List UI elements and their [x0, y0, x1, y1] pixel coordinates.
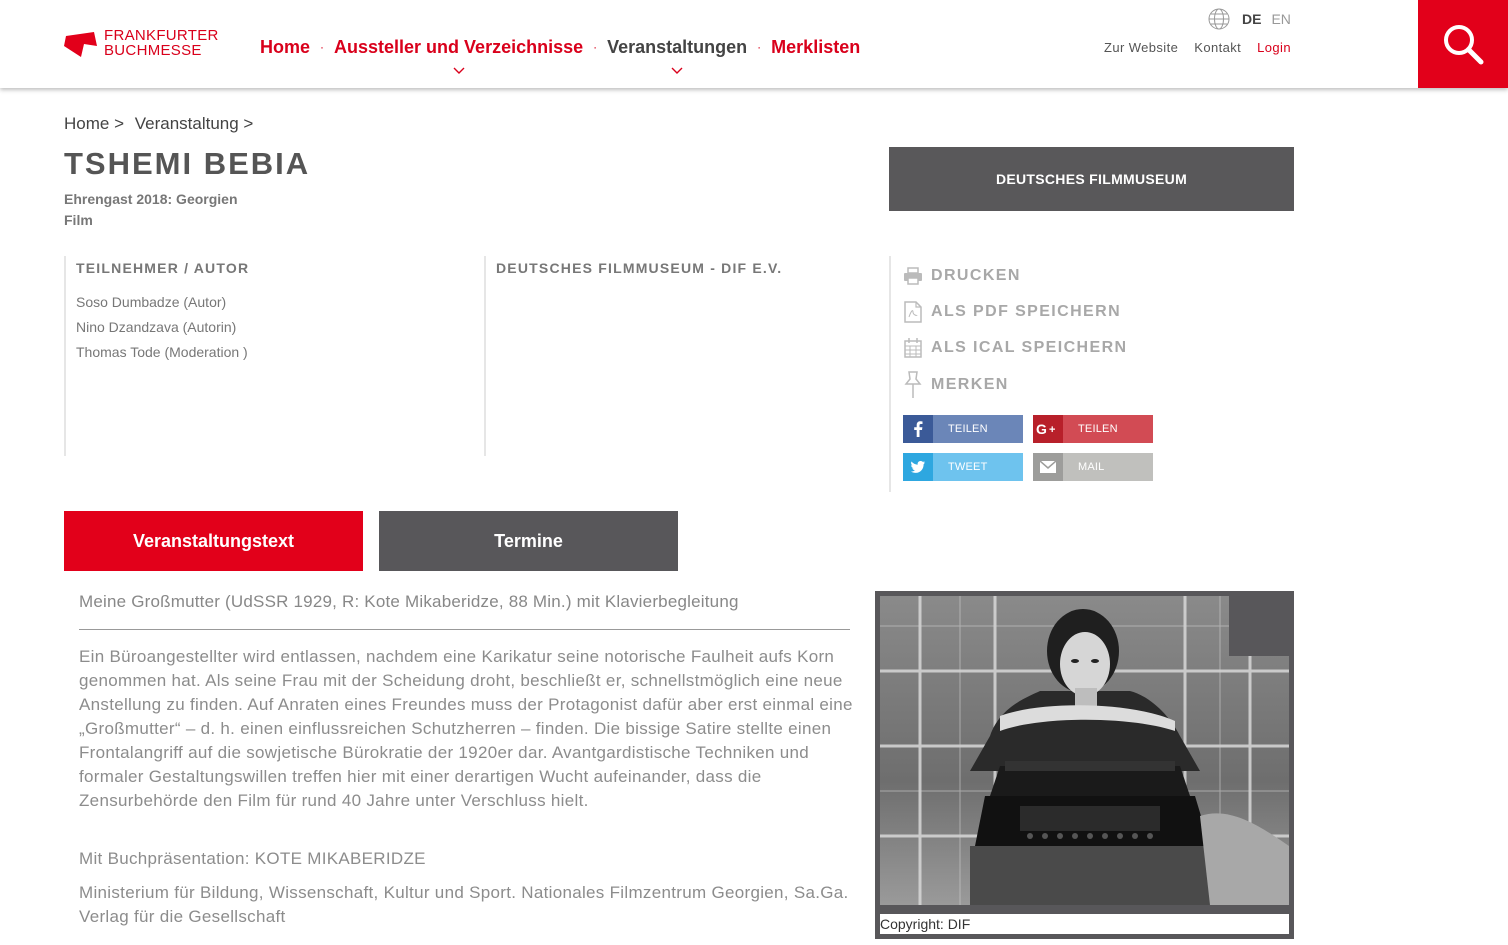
nav-separator: ·	[757, 40, 762, 54]
nav-watchlists[interactable]: Merklisten	[771, 36, 861, 57]
organizer-heading[interactable]: DEUTSCHES FILMMUSEUM - DIF E.V.	[496, 260, 783, 276]
link-login[interactable]: Login	[1257, 40, 1291, 55]
pdf-file-icon	[903, 301, 923, 323]
search-button[interactable]	[1418, 0, 1508, 88]
svg-text:+: +	[1049, 424, 1056, 436]
nav-home[interactable]: Home	[260, 36, 311, 57]
nav-separator: ·	[320, 40, 325, 54]
breadcrumb-home[interactable]: Home >	[64, 114, 124, 133]
event-image-frame	[875, 591, 1294, 939]
event-category: Ehrengast 2018: Georgien	[64, 191, 238, 207]
main-nav	[260, 35, 860, 59]
google-plus-icon	[1033, 415, 1063, 443]
chevron-down-icon[interactable]	[671, 67, 683, 75]
search-icon	[1442, 23, 1484, 65]
share-twitter-label: TWEET	[948, 461, 988, 473]
nav-separator: ·	[593, 40, 598, 54]
language-switcher	[1208, 8, 1291, 30]
svg-text:G: G	[1036, 422, 1048, 436]
nav-exhibitors[interactable]	[334, 37, 583, 58]
share-facebook-button[interactable]	[903, 415, 1023, 443]
link-website[interactable]: Zur Website	[1104, 40, 1179, 55]
nav-exhibitors-label: Aussteller und Verzeichnisse	[334, 36, 584, 57]
link-contact[interactable]: Kontakt	[1194, 40, 1242, 55]
chevron-down-icon[interactable]	[453, 67, 465, 75]
tab-event-text[interactable]: Veranstaltungstext	[64, 511, 363, 571]
pin-icon	[903, 371, 923, 399]
ical-label: ALS ICAL SPEICHERN	[931, 339, 1128, 356]
twitter-icon	[903, 453, 933, 481]
print-label: DRUCKEN	[931, 267, 1021, 284]
event-lead: Meine Großmutter (UdSSR 1929, R: Kote Mikaberidze, 88 Min.) mit Klavierbegleitung	[79, 591, 850, 630]
pdf-action[interactable]	[903, 301, 1121, 323]
bookmark-action[interactable]	[903, 371, 1009, 399]
participant-item: Thomas Tode (Moderation )	[76, 344, 248, 360]
logo-text-line1: FRANKFURTER	[104, 27, 219, 44]
nav-events[interactable]	[607, 37, 747, 58]
printer-icon	[903, 265, 923, 287]
event-sponsors: Ministerium für Bildung, Wissenschaft, Kultur und Sport. Nationales Filmzentrum Georgien, Sa.Ga. Verlag für die Gesellschaft	[79, 883, 849, 926]
ical-action[interactable]	[903, 337, 1127, 359]
organizer-panel	[484, 256, 889, 456]
actions-panel	[889, 256, 1294, 492]
venue-button[interactable]: DEUTSCHES FILMMUSEUM	[889, 147, 1294, 211]
event-photo[interactable]	[880, 596, 1289, 905]
page-title: TSHEMI BEBIA	[64, 146, 311, 181]
logo[interactable]	[64, 27, 219, 60]
calendar-icon	[903, 337, 923, 359]
share-twitter-button[interactable]	[903, 453, 1023, 481]
participants-heading: TEILNEHMER / AUTOR	[76, 260, 250, 276]
event-type: Film	[64, 212, 93, 228]
logo-text-line2: BUCHMESSE	[104, 42, 202, 59]
share-googleplus-label: TEILEN	[1078, 423, 1118, 435]
participant-item: Nino Dzandzava (Autorin)	[76, 319, 237, 335]
bookmark-label: MERKEN	[931, 376, 1009, 393]
event-subtitle	[64, 189, 238, 231]
share-googleplus-button[interactable]	[1033, 415, 1153, 443]
share-facebook-label: TEILEN	[948, 423, 988, 435]
event-description: Ein Büroangestellter wird entlassen, nachdem eine Karikatur seine notorische Faulheit aufs Korn genommen hat. Als seine Frau mit der Scheidung droht, beschließt er, schnellstmöglich eine neue Anstellung zu finden. Auf Anraten eines Freundes muss der Protagonist dafür aber erst einmal eine „Großmutter“ – d. h. einen einflussreichen Schutzherren – finden. Die bissige Satire stellte einen Frontalangriff auf die sowjetische Bürokratie der 1920er dar. Avantgardistische Techniken und formaler Gestaltungswillen treffen hier mit einer derartigen Wucht aufeinander, dass die Zensurbehörde den Film für rund 40 Jahre unter Verschluss hielt.	[79, 647, 853, 810]
share-mail-button[interactable]	[1033, 453, 1153, 481]
facebook-icon	[903, 415, 933, 443]
site-header	[0, 0, 1508, 88]
globe-icon	[1208, 8, 1230, 30]
event-book-presentation: Mit Buchpräsentation: KOTE MIKABERIDZE	[79, 849, 426, 868]
tab-dates[interactable]: Termine	[379, 511, 678, 571]
participant-item: Soso Dumbadze (Autor)	[76, 294, 227, 310]
image-overlay-corner	[1229, 591, 1294, 656]
print-action[interactable]	[903, 265, 1021, 287]
participants-panel	[64, 256, 484, 456]
mail-icon	[1033, 453, 1063, 481]
pdf-label: ALS PDF SPEICHERN	[931, 303, 1122, 320]
lang-de[interactable]: DE	[1242, 11, 1262, 27]
breadcrumb-event[interactable]: Veranstaltung >	[134, 114, 254, 133]
breadcrumb	[64, 114, 259, 134]
nav-events-label: Veranstaltungen	[607, 36, 748, 57]
logo-mark-icon	[64, 30, 98, 58]
meta-nav	[1104, 40, 1291, 55]
image-caption: Copyright: DIF	[880, 914, 1289, 934]
lang-en[interactable]: EN	[1271, 11, 1291, 27]
share-mail-label: MAIL	[1078, 461, 1105, 473]
event-photo-image	[880, 596, 1289, 905]
